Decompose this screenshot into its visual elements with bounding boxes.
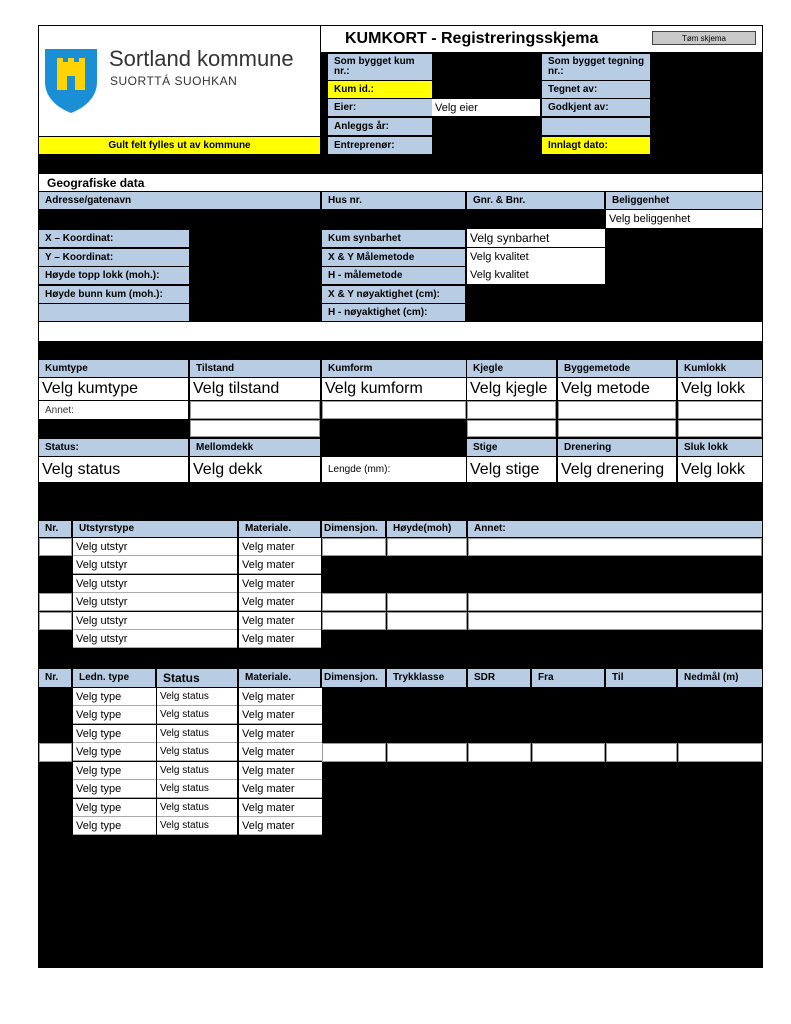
ledning-type-select[interactable]: Velg type [73, 762, 156, 780]
utstyr-nr-cell[interactable] [39, 538, 72, 556]
kumform-select[interactable]: Velg kumform [322, 378, 466, 400]
gnr-bnr-label: Gnr. & Bnr. [467, 192, 604, 209]
status-select[interactable]: Velg status [39, 457, 188, 482]
h-malemetode-label: H - målemetode [322, 267, 465, 284]
clear-form-button[interactable]: Tøm skjema [652, 31, 756, 45]
utstyr-annet-cell[interactable] [468, 538, 762, 556]
drenering-select[interactable]: Velg drenering [558, 457, 676, 482]
ledning-header-materiale: Materiale. [239, 669, 320, 687]
utstyr-header-type: Utstyrstype [73, 521, 237, 537]
x-koordinat-label: X – Koordinat: [39, 230, 189, 247]
utstyr-materiale-select[interactable]: Velg mater [239, 538, 321, 556]
h-malemetode-select[interactable]: Velg kvalitet [467, 266, 605, 284]
blank-blue-cell [542, 118, 650, 135]
shield-logo-icon [44, 48, 98, 114]
ledning-value-cell[interactable] [606, 743, 677, 762]
annet-cell[interactable] [558, 420, 676, 437]
utstyr-materiale-select[interactable]: Velg mater [239, 612, 321, 630]
ledning-type-select[interactable]: Velg type [73, 706, 156, 724]
som-bygget-kum-label: Som bygget kum nr.: [328, 54, 432, 80]
utstyr-type-select[interactable]: Velg utstyr [73, 593, 237, 611]
som-bygget-tegning-label: Som bygget tegning nr.: [542, 54, 650, 80]
annet-cell[interactable] [678, 420, 762, 437]
geo-section-title: Geografiske data [39, 174, 762, 191]
eier-label: Eier: [328, 99, 432, 116]
ledning-status-select[interactable]: Velg status [157, 799, 237, 817]
ledning-status-select[interactable]: Velg status [157, 725, 237, 743]
utstyr-materiale-select[interactable]: Velg mater [239, 575, 321, 593]
ledning-materiale-select[interactable]: Velg mater [239, 817, 322, 835]
ledning-value-cell[interactable] [532, 743, 605, 762]
utstyr-header-dimensjon: Dimensjon. [322, 521, 385, 537]
ledning-materiale-select[interactable]: Velg mater [239, 780, 322, 798]
kumlokk-label: Kumlokk [678, 360, 762, 377]
utstyr-dimensjon-cell[interactable] [322, 593, 386, 611]
kum-id-label: Kum id.: [328, 81, 432, 98]
ledning-header-til: Til [606, 669, 676, 687]
ledning-status-select[interactable]: Velg status [157, 743, 237, 761]
utstyr-header-hoyde: Høyde(moh) [387, 521, 466, 537]
ledning-type-select[interactable]: Velg type [73, 817, 156, 835]
logo-area [39, 26, 320, 136]
kjegle-label: Kjegle [467, 360, 556, 377]
ledning-value-cell[interactable] [678, 743, 762, 762]
ledning-header-nr: Nr. [39, 669, 71, 687]
ledning-materiale-select[interactable]: Velg mater [239, 688, 322, 706]
annet-field[interactable]: Annet: [39, 401, 188, 419]
xy-malemetode-select[interactable]: Velg kvalitet [467, 248, 605, 266]
annet-cell[interactable] [322, 401, 466, 419]
annet-cell[interactable] [467, 420, 556, 437]
tilstand-select[interactable]: Velg tilstand [190, 378, 320, 400]
kumlokk-select[interactable]: Velg lokk [678, 378, 762, 400]
beliggenhet-select[interactable]: Velg beliggenhet [606, 210, 762, 228]
ledning-materiale-select[interactable]: Velg mater [239, 706, 322, 724]
utstyr-hoyde-cell[interactable] [387, 538, 467, 556]
white-separator [39, 322, 762, 341]
annet-cell[interactable] [190, 420, 320, 437]
title-bar [321, 26, 762, 52]
ledning-status-select[interactable]: Velg status [157, 688, 237, 706]
ledning-type-select[interactable]: Velg type [73, 743, 156, 761]
ledning-type-select[interactable]: Velg type [73, 799, 156, 817]
ledning-header-nedmal: Nedmål (m) [678, 669, 762, 687]
utstyr-type-select[interactable]: Velg utstyr [73, 556, 237, 574]
utstyr-dimensjon-cell[interactable] [322, 612, 386, 630]
ledning-type-select[interactable]: Velg type [73, 688, 156, 706]
hus-nr-label: Hus nr. [322, 192, 465, 209]
utstyr-nr-cell[interactable] [39, 612, 72, 630]
kum-synbarhet-select[interactable]: Velg synbarhet [467, 229, 605, 247]
ledning-header-status: Status [157, 669, 237, 687]
xy-malemetode-label: X & Y Målemetode [322, 249, 465, 266]
entreprenor-label: Entreprenør: [328, 137, 432, 154]
y-koordinat-label: Y – Koordinat: [39, 249, 189, 266]
ledning-header-type: Ledn. type [73, 669, 155, 687]
ledning-status-select[interactable]: Velg status [157, 706, 237, 724]
ledning-status-select[interactable]: Velg status [157, 817, 237, 835]
ledning-value-cell[interactable] [387, 743, 467, 762]
ledning-materiale-select[interactable]: Velg mater [239, 725, 322, 743]
ledning-type-select[interactable]: Velg type [73, 725, 156, 743]
ledning-materiale-select[interactable]: Velg mater [239, 762, 322, 780]
form-title: KUMKORT - Registreringsskjema [345, 30, 599, 47]
h-noyaktighet-label: H - nøyaktighet (cm): [322, 304, 465, 321]
utstyr-type-select[interactable]: Velg utstyr [73, 538, 237, 556]
municipality-subname: SUORTTÁ SUOHKAN [110, 74, 238, 88]
sluk-lokk-select[interactable]: Velg lokk [678, 457, 762, 482]
ledning-value-cell[interactable] [322, 743, 386, 762]
mellomdekk-select[interactable]: Velg dekk [190, 457, 320, 482]
kumtype-select[interactable]: Velg kumtype [39, 378, 188, 400]
ledning-materiale-select[interactable]: Velg mater [239, 743, 322, 761]
hoyde-topp-label: Høyde topp lokk (moh.): [39, 267, 189, 284]
anleggs-ar-label: Anleggs år: [328, 118, 432, 135]
municipality-name: Sortland kommune [109, 46, 294, 71]
utstyr-hoyde-cell[interactable] [387, 593, 467, 611]
kumtype-label: Kumtype [39, 360, 188, 377]
beliggenhet-label: Beliggenhet [606, 192, 762, 209]
utstyr-dimensjon-cell[interactable] [322, 538, 386, 556]
eier-select[interactable]: Velg eier [432, 99, 540, 116]
lengde-field[interactable]: Lengde (mm): [322, 457, 466, 482]
stige-select[interactable]: Velg stige [467, 457, 556, 482]
annet-cell[interactable] [678, 401, 762, 419]
kum-synbarhet-label: Kum synbarhet [322, 230, 465, 247]
utstyr-annet-cell[interactable] [468, 612, 762, 630]
kumform-label: Kumform [322, 360, 466, 377]
ledning-header-sdr: SDR [468, 669, 530, 687]
tegnet-av-label: Tegnet av: [542, 81, 650, 98]
adresse-label: Adresse/gatenavn [39, 192, 320, 209]
utstyr-materiale-select[interactable]: Velg mater [239, 593, 321, 611]
kjegle-select[interactable]: Velg kjegle [467, 378, 556, 400]
ledning-header-trykklasse: Trykklasse [387, 669, 466, 687]
ledning-nr-cell[interactable] [39, 743, 72, 762]
mellomdekk-label: Mellomdekk [190, 439, 320, 456]
utstyr-header-nr: Nr. [39, 521, 71, 537]
byggemetode-label: Byggemetode [558, 360, 676, 377]
utstyr-header-materiale: Materiale. [239, 521, 320, 537]
innlagt-dato-label: Innlagt dato: [542, 137, 650, 154]
annet-cell[interactable] [558, 401, 676, 419]
ledning-type-select[interactable]: Velg type [73, 780, 156, 798]
utstyr-type-select[interactable]: Velg utstyr [73, 630, 237, 648]
ledning-materiale-select[interactable]: Velg mater [239, 799, 322, 817]
status-label: Status: [39, 439, 188, 456]
utstyr-annet-cell[interactable] [468, 593, 762, 611]
utstyr-header-annet: Annet: [468, 521, 762, 537]
sluk-lokk-label: Sluk lokk [678, 439, 762, 456]
utstyr-type-select[interactable]: Velg utstyr [73, 575, 237, 593]
annet-cell[interactable] [190, 401, 320, 419]
ledning-status-select[interactable]: Velg status [157, 780, 237, 798]
byggemetode-select[interactable]: Velg metode [558, 378, 676, 400]
ledning-status-select[interactable]: Velg status [157, 762, 237, 780]
blank-blue-cell [39, 304, 189, 321]
stige-label: Stige [467, 439, 556, 456]
godkjent-av-label: Godkjent av: [542, 99, 650, 116]
hoyde-bunn-label: Høyde bunn kum (moh.): [39, 286, 189, 303]
ledning-header-fra: Fra [532, 669, 604, 687]
yellow-note: Gult felt fylles ut av kommune [39, 137, 320, 154]
drenering-label: Drenering [558, 439, 676, 456]
annet-cell[interactable] [467, 401, 556, 419]
tilstand-label: Tilstand [190, 360, 320, 377]
ledning-header-dimensjon: Dimensjon. [322, 669, 385, 687]
utstyr-hoyde-cell[interactable] [387, 612, 467, 630]
utstyr-materiale-select[interactable]: Velg mater [239, 556, 321, 574]
utstyr-materiale-select[interactable]: Velg mater [239, 630, 321, 648]
utstyr-type-select[interactable]: Velg utstyr [73, 612, 237, 630]
ledning-value-cell[interactable] [468, 743, 531, 762]
xy-noyaktighet-label: X & Y nøyaktighet (cm): [322, 286, 465, 303]
utstyr-nr-cell[interactable] [39, 593, 72, 611]
